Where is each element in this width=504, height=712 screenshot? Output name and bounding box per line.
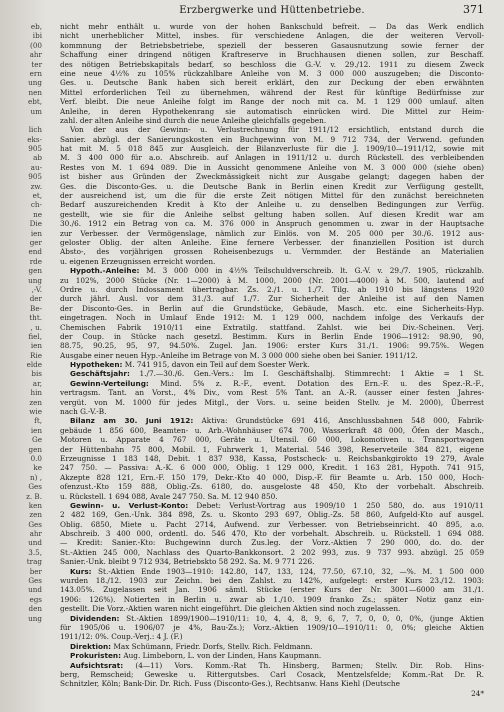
section-heading: Kurs: bbox=[70, 566, 92, 576]
text-line: Abschreib. 3 400 000, ordentl. do. 546 470, Kto der vorbehalt. Abschreib. u. Rückstell. 1 694 088. bbox=[60, 529, 484, 539]
text-line: eingetragen. Noch in Umlauf Ende 1912: M. 1 129 000, nachdem infolge des Verkaufs der bbox=[60, 313, 484, 323]
section-heading: Hypotheken: bbox=[70, 360, 123, 370]
facing-page-fragment: ber bbox=[29, 566, 42, 576]
section-heading: Dividenden: bbox=[70, 613, 120, 623]
facing-page-fragment: Be- bbox=[30, 303, 42, 313]
facing-page-fragment: ung bbox=[28, 613, 42, 623]
text-line: Mittel erforderlichen Teil zu übernehmen, während der Rest für künftige Bedürfnisse zur bbox=[60, 87, 484, 97]
facing-page-fragment: n) , bbox=[29, 472, 42, 482]
facing-page-fragment: gen bbox=[28, 266, 42, 276]
facing-page-fragment: ger bbox=[29, 237, 42, 247]
facing-page-fragment: ien bbox=[30, 228, 42, 238]
section-heading: Gewinn- u. Verlust-Konto: bbox=[70, 500, 189, 510]
text-line: Schnitzler, Köln; Bank-Dir. Dr. Rich. Fuss (Disconto-Ges.), Rechtsanw. Hans Kiehl (Deutsche bbox=[60, 679, 400, 689]
facing-page-fragment: ahr bbox=[29, 50, 42, 60]
text-line: — Kredit: Sanier.-Kto: Buchgewinn durch Zus.leg. der Vorz.-Aktien 7 290 000, do. do. der bbox=[60, 538, 484, 548]
facing-page-fragment: egs bbox=[29, 594, 42, 604]
facing-page-fragment: der bbox=[29, 294, 42, 304]
section-heading: Geschäftsjahr: bbox=[70, 369, 130, 379]
facing-page-fragment: ibi bbox=[32, 31, 42, 41]
text-line: 143.05%. Zugelassen seit Jan. 1906 sämtl. Stücke (erster Kurs der Nr. 3001—6000 am 31./1. bbox=[60, 585, 484, 595]
text-line: nicht unerheblicher Mittel, insbes. für verschiedene Anlagen, die der weiteren Vervoll- bbox=[60, 31, 484, 41]
text-line: Sanier. abzügl. der Sanierungskosten ein Buchgewinn von M. 9 712 734, der Verwend. gefunden bbox=[60, 134, 484, 144]
text-line: Anleihe, in deren Hypothekenrang sie automatisch einrücken wird. Die Mittel zur Heim- bbox=[60, 106, 484, 116]
text-line: hat mit M. 5 018 845 zur Ausgleich. der Bilanzverluste für die J. 1909/10—1911/12, sowie mit bbox=[60, 144, 484, 154]
facing-page-fragment: eks- bbox=[27, 134, 42, 144]
text-line: Geschäftsjahr: 1./7.—30./6. Gen.-Vers.: Im I. Geschäftshalbj. Stimmrecht: 1 Aktie = 1 St. bbox=[70, 369, 484, 379]
facing-page-fragment: Ge bbox=[32, 435, 42, 445]
facing-page-fragment: ebt, bbox=[27, 97, 42, 107]
facing-page-fragment bbox=[0, 116, 46, 125]
text-line: zur Verbesser. der Vermögenslage, nämlich zur Einlös. von M. 205 000 per 30./6. 1912 aus- bbox=[60, 228, 484, 238]
section-heading: Gewinn-Verteilung: bbox=[70, 378, 149, 388]
facing-page-fragment: tht. bbox=[29, 313, 42, 323]
facing-page-fragment: au- bbox=[30, 162, 42, 172]
facing-page-fragment: 3.5, bbox=[28, 547, 42, 557]
facing-page-fragment: eb, bbox=[30, 22, 42, 31]
text-line: 30./6. 1912 ein Betrag von ca. M. 376 000 in Anspruch genommen u. zwar in der Hauptsache bbox=[60, 219, 484, 229]
text-line: gebäude 1 856 600, Beamten- u. Arb.-Wohnhäuser 674 700, Wasserkraft 48 000, Öfen der Masch., bbox=[60, 425, 484, 435]
text-line: berg, Remscheid; Geweske u. Rittergutsbes. Carl Cosack, Mentzelsfelde; Komm.-Rat Dr. R. bbox=[60, 669, 484, 679]
section-heading: Bilanz am 30. Juni 1912: bbox=[70, 416, 194, 426]
facing-page-fragment: und bbox=[28, 538, 42, 548]
text-line: u. eigenen Erzeugnissen erreicht worden. bbox=[60, 256, 216, 266]
facing-page-fragment: ahr bbox=[29, 529, 42, 539]
facing-page-fragment: ch- bbox=[30, 200, 42, 210]
text-line: Aufsichtsrat: (4—11) Vors. Komm.-Rat Th. Hinsberg, Barmen; Stellv. Dir. Rob. Hins- bbox=[70, 660, 484, 670]
text-line: Kurs: St.-Aktien Ende 1903—1910: 142.80, 147, 133, 124, 77.50, 67.10, 32, —%. M. 1 500 000 bbox=[70, 566, 484, 576]
facing-page-fragment: z. B. bbox=[26, 491, 42, 501]
text-line: Hypotheken: M. 741 915, davon ein Teil auf dem Soester Werk. bbox=[70, 360, 310, 370]
text-line: Absto-, des vorjährigen grossen Roheisenbezugs u. Vermmder. der Bestände an Materialien bbox=[60, 247, 484, 257]
text-line: gestellt. Die Vorz.-Aktien waren nicht eingeführt. Die gleichen Aktien sind noch zugelassen. bbox=[60, 604, 401, 614]
text-line: Akzepte 828 121, Ern.-F. 150 179, Dekr.-Kto 40 000, Disp.-F. für Beamte u. Arb. 150 000, Hoch- bbox=[60, 472, 484, 482]
text-line: nach G.-V.-B. bbox=[60, 407, 107, 417]
facing-page-fragment: um bbox=[30, 106, 42, 116]
text-line: geloster Oblig. der alten Anleihe. Eine fernere Verbesser. der finanziellen Position ist durch bbox=[60, 237, 484, 247]
text-line: Oblig. 6850, Miete u. Pacht 2714, Aufwend. zur Verbesser. von Betriebseinricht. 40 895, a.o. bbox=[60, 519, 484, 529]
facing-page-fragment: nen bbox=[28, 87, 42, 97]
text-line: Ausgabe einer neuen Hyp.-Anleihe im Betrage von M. 3 000 000 siehe oben bei Sanier. 1911/12. bbox=[60, 350, 418, 360]
facing-page-fragment: den bbox=[28, 604, 42, 614]
facing-page-fragment: ,-V. bbox=[31, 284, 42, 294]
text-line: eine neue 4½% zu 105% rückzahlbare Anleihe von M. 3 000 000 auszugeben; die Disconto- bbox=[60, 68, 484, 78]
facing-page-fragment: ar, bbox=[32, 378, 42, 388]
facing-page-fragment: 905 bbox=[28, 144, 42, 154]
text-line: 247 750. — Passiva: A.-K. 6 000 000, Oblig. 1 129 000, Kredit. 1 163 281, Hypoth. 741 915, bbox=[60, 463, 484, 473]
facing-page-fragment: elde bbox=[26, 360, 42, 370]
facing-page-fragment: ter bbox=[31, 59, 42, 69]
facing-page-fragment: und bbox=[28, 585, 42, 595]
page-number: 371 bbox=[463, 3, 484, 16]
text-line: St.-Aktien 245 000, Nachlass des Quarto-Bankkonsort. 2 202 993, zus. 9 737 993. abzügl. 25 059 bbox=[60, 547, 484, 557]
facing-page-fragment: zen bbox=[29, 397, 42, 407]
facing-page-fragment: ft, bbox=[34, 416, 42, 426]
text-line: Verf. bleibt. Die neue Anleihe folgt im Range der noch mit ca. M. 1 129 000 umlauf. alten bbox=[60, 97, 484, 107]
running-title: Erzbergwerke und Hüttenbetriebe. bbox=[179, 5, 365, 16]
text-line: Bedarf auszureichenden Kredit à Kto der Anleihe u. zu denselben Bedingungen zur Verfüg. bbox=[60, 200, 484, 210]
facing-page-fragment: ung bbox=[28, 275, 42, 285]
facing-page-fragment: ne bbox=[33, 209, 42, 219]
text-line: 2 482 169, Gen.-Unk. 384 898, Zs. u. Skonto 293 697, Oblig.-Zs. 58 860, Aufgeld-Kto auf ausgel. bbox=[60, 510, 484, 520]
facing-page-fragment: Ges bbox=[28, 576, 42, 586]
facing-page-fragment: 905 bbox=[28, 172, 42, 182]
facing-page-fragment: ab bbox=[33, 153, 42, 163]
facing-page-fragment: lich bbox=[28, 125, 42, 135]
text-line: vertragsm. Tant. an Vorst., 4% Div., vom Rest 5% Tant. an A.-R. (ausser einer festen Jahres- bbox=[60, 388, 484, 398]
text-line: nicht mehr enthält u. wurde von der hohen Bankschuld befreit. — Da das Werk endlich bbox=[60, 22, 484, 31]
text-line: 1906: 126%). Notierten in Berlin u. zwar ab 1./10. 1909 franko Zs.; später Notiz ganz ein- bbox=[60, 594, 484, 604]
facing-page-fragment: fiel, bbox=[28, 331, 42, 341]
section-heading: Prokuristen: bbox=[70, 651, 121, 661]
text-line: zahl. der alten Anleihe sind durch die neue Anleihe gleichfalls gegeben. bbox=[60, 115, 327, 125]
facing-page-edge bbox=[0, 0, 46, 712]
text-line: 1911/12: 0%. Coup.-Verj.: 4 J. (F.) bbox=[60, 632, 183, 642]
text-line: Bilanz am 30. Juni 1912: Aktiva: Grundstücke 691 416, Anschlussbahnen 548 000, Fabrik- bbox=[70, 416, 484, 426]
facing-page-fragment: 0.0 bbox=[30, 453, 42, 463]
text-line: Dividenden: St.-Aktien 1899/1900—1910/11: 10, 4, 4, 8, 9, 6, 7, 7, 0, 0, 0, 0%, (junge Aktien bbox=[70, 613, 484, 623]
text-line: ofenzust.-Kto 159 888, Oblig.-Zs. 6180, do. ausgeloste 48 450, Kto der vorbehalt. Abschreib. bbox=[60, 482, 484, 492]
text-line: Sanier.-Unk. bleibt 9 712 934, Betriebskto 58 292. Sa. M. 9 771 226. bbox=[60, 557, 315, 567]
facing-page-text bbox=[0, 22, 46, 623]
text-line: wurden 18./12. 1903 zur Zeichn. bei den Zahlst. zu 142%, aufgelegt: erster Kurs 23./12. 1903: bbox=[60, 576, 484, 586]
text-line: Motoren u. Apparate 4 767 000, Geräte u. Utensil. 60 000, Lokomotiven u. Transportwagen bbox=[60, 435, 484, 445]
text-line: zu 102%, 2000 Stücke (Nr. 1—2000) à M. 1000, 2000 (Nr. 2001—4000) à M. 500, lautend auf bbox=[60, 275, 484, 285]
facing-page-fragment: Rie bbox=[30, 350, 42, 360]
facing-page-fragment: et, bbox=[32, 191, 42, 201]
facing-page-fragment: rde bbox=[29, 256, 42, 266]
facing-page-fragment: ien bbox=[30, 341, 42, 351]
text-line: gestellt, wie sie für die Anleihe selbst geltung haben sollen. Auf diesen Kredit war am bbox=[60, 209, 484, 219]
facing-page-fragment: trag bbox=[26, 557, 42, 567]
text-line: der Coup. in Stücke nach gesetzl. Bestimm. Kurs in Berlin Ende 1906—1912: 98.90, 90, bbox=[60, 331, 484, 341]
facing-page-fragment: ken bbox=[28, 500, 42, 510]
page-signature: 24* bbox=[471, 688, 484, 698]
text-line: Ges. die Disconto-Ges. u. die Deutsche Bank in Berlin einen Kredit zur Verfügung gestellt, bbox=[60, 181, 484, 191]
text-line: Hypoth.-Anleihe: M. 3 000 000 in 4½% Teilschuldverschreib. lt. G.-V. v. 29./7. 1905, rückzahlb. bbox=[70, 266, 484, 276]
text-line: 88.75, 90.25, 95, 97, 94.50%. Zugel. Jan. 1906: erster Kurs 31./1. 1906: 99.75%. Wegen bbox=[60, 341, 484, 351]
text-line: vergüt. von M. 1000 für jedes Mitgl., der Vors. u. seine beiden Stellv. je M. 2000), Überrest bbox=[60, 397, 484, 407]
facing-page-fragment: , u. bbox=[30, 322, 42, 332]
text-line: Ges. u. Deutsche Bank haben sich bereit erklärt, den zur Deckung der eben erwähnten bbox=[60, 78, 484, 88]
text-line: Chemischen Fabrik 1910/11 eine Extratilg. stattfand. Zahlst. wie bei Div.-Scheinen. Verj. bbox=[60, 322, 484, 332]
text-line: Erzeugnisse 1 183 148, Debit. 1 837 938, Kassa, Postscheck- u. Reichsbankgirokto 19 279, Avale bbox=[60, 453, 484, 463]
facing-page-fragment: gen bbox=[28, 444, 42, 454]
facing-page-fragment: ien bbox=[30, 425, 42, 435]
facing-page-fragment: hin bbox=[30, 388, 42, 398]
facing-page-fragment: zw. bbox=[30, 181, 42, 191]
facing-page-fragment: bis bbox=[31, 369, 42, 379]
text-line: Prokuristen: Aug. Limbeborn, L. von der Linden, Hans Kaupmann. bbox=[70, 651, 322, 661]
text-line: Restes von M. 1 694 089. Die in Aussicht genommene Anleihe von M. 3 000 000 (siehe oben) bbox=[60, 162, 484, 172]
text-line: Gewinn-Verteilung: Mind. 5% z. R.-F., event. Dotation des Ern.-F. u. des Spez.-R.-F., bbox=[70, 378, 484, 388]
text-line: der Hüttenbahn 75 800, Mobil. 1, Fuhrwerk 1, Material. 546 398, Reserveteile 384 821, eigene bbox=[60, 444, 484, 454]
text-line: durch jährl. Ausl. vor dem 31./3. auf 1./7. Zur Sicherheit der Anleihe ist auf den Namen bbox=[60, 294, 484, 304]
facing-page-fragment: Ges bbox=[28, 519, 42, 529]
facing-page-fragment: Die bbox=[29, 219, 42, 229]
text-line: Ordre u. durch Indossament übertragbar. Zs. 2./1. u. 1./7. Tilg. ab 1910 bis längstens 1920 bbox=[60, 284, 484, 294]
text-line: M. 3 400 000 für a.o. Abschreib. auf Anlagen in 1911/12 u. durch Rückstell. des verbleibenden bbox=[60, 153, 484, 163]
facing-page-fragment: end bbox=[28, 247, 42, 257]
facing-page-fragment: Ges bbox=[28, 482, 42, 492]
text-line: Gewinn- u. Verlust-Konto: Debet: Verlust-Vortrag aus 1909/10 1 250 580, do. aus 1910/11 bbox=[70, 500, 484, 510]
section-heading: Direktion: bbox=[70, 641, 112, 651]
facing-page-fragment: ke bbox=[33, 463, 42, 473]
text-line: Direktion: Max Schümann, Friedr. Dorfs, Stellv. Rich. Feldmann. bbox=[70, 641, 313, 651]
text-line: Schaffung einer dringend nötigen Kraftreserve in Bruchhausen dienen sollen, zur Beschaff. bbox=[60, 50, 484, 60]
text-line: der ausreichend ist, um die für die erste Zeit nötigen Mittel für den zunächst bereichneten bbox=[60, 191, 484, 201]
section-heading: Aufsichtsrat: bbox=[70, 660, 124, 670]
text-line: des nötigen Betriebskapitals bedarf, so beschloss die G.-V. v. 29./12. 1911 zu diesem Zweck bbox=[60, 59, 484, 69]
text-line: für 1905/06 u. 1906/07 je 4%, Bau-Zs.); Vorz.-Aktien 1909/10—1910/11: 0, 0%; gleiche Aktien bbox=[60, 623, 484, 632]
facing-page-fragment: ern bbox=[29, 68, 42, 78]
section-heading: Hypoth.-Anleihe: bbox=[70, 266, 140, 276]
facing-page-fragment: (00 bbox=[30, 40, 42, 50]
text-line: u. Rückstell. 1 694 088, Avale 247 750. Sa. M. 12 940 850. bbox=[60, 491, 278, 501]
text-line: der Disconto-Ges. in Berlin auf die Grundstücke, Gebäude, Masch. etc. eine Sicherheits-Hyp. bbox=[60, 303, 484, 313]
facing-page-fragment: wie bbox=[29, 407, 42, 417]
text-line: ist bisher aus Gründen der Zweckmässigkeit nicht zur Ausgabe gelangt; dagegen haben der bbox=[60, 172, 484, 182]
facing-page-fragment: zen bbox=[29, 510, 42, 520]
facing-page-fragment: ung bbox=[28, 78, 42, 88]
text-line: kommnung der Betriebsbetriebe, speziell der besseren Gasausnutzung sowie ferner der bbox=[60, 40, 484, 50]
page-body bbox=[60, 22, 484, 706]
text-line: Von der aus der Gewinn- u. Verlustrechnung für 1911/12 ersichtlich, entstand durch die bbox=[70, 125, 484, 135]
running-header bbox=[60, 4, 484, 18]
